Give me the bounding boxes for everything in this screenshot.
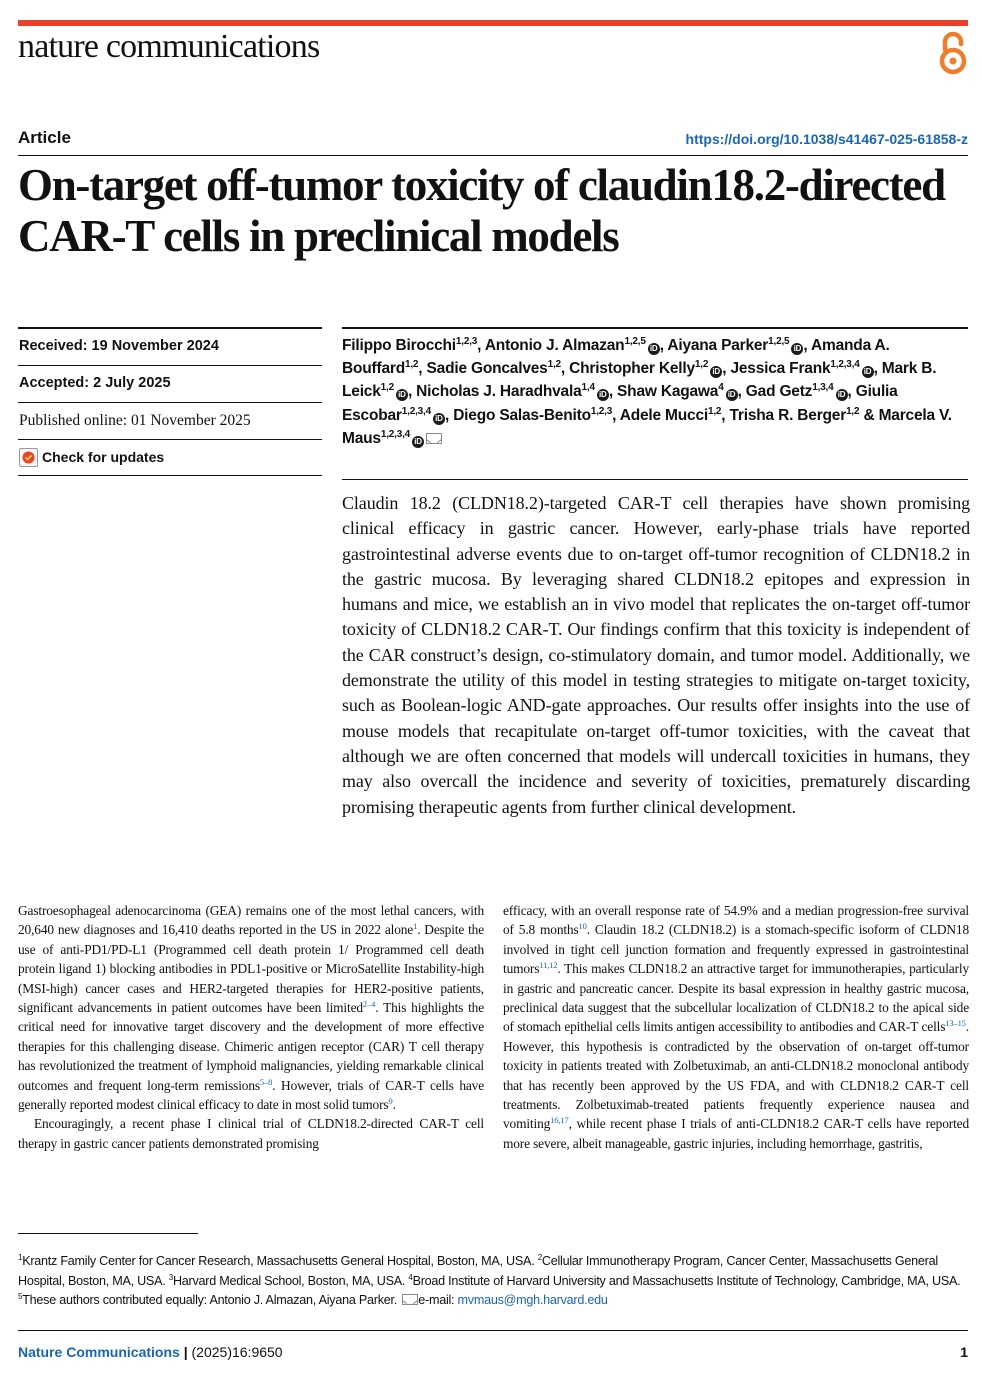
orcid-icon[interactable]: iD [836, 389, 848, 401]
author-name[interactable]: Christopher Kelly [569, 360, 695, 378]
author-affiliation: 1,2 [694, 359, 709, 371]
author-affiliation: 1,2 [547, 359, 561, 371]
affiliation-number: 2 [537, 1253, 542, 1262]
author-affiliation: 1,3,4 [812, 382, 834, 394]
author-name[interactable]: Mark B. Leick [342, 360, 937, 401]
footer-divider [18, 1330, 968, 1331]
accepted-date: Accepted: 2 July 2025 [19, 375, 171, 391]
affiliation-number: 4 [408, 1272, 413, 1282]
author [342, 337, 477, 354]
orcid-icon[interactable]: iD [791, 343, 803, 355]
author-affiliation: 1,2,5 [624, 336, 646, 347]
page-number: 1 [960, 1344, 968, 1360]
orcid-icon[interactable]: iD [726, 389, 738, 401]
abstract: Claudin 18.2 (CLDN18.2)-targeted CAR-T cell therapies have shown promising clinical efficacy in gastric cancer. However, early-phase trials have reported gastrointestinal adverse events due to on-target off-tumor recognition of CLDN18.2 in the gastric mucosa. By leveraging shared CLDN18.2 epitopes and expression in humans and mice, we establish an in vivo model that replicates the on-target off-tumor toxicity of CLDN18.2 CAR-T. Our findings confirm that this toxicity is independent of the CAR construct’s design, co-stimulatory domain, and tumor model. Additionally, we demonstrate the utility of this model in testing strategies to mitigate on-target toxicity, such as Boolean-logic AND-gate approaches. Our results offer insights into the use of mouse models that recapitulate on-target off-tumor toxicities, with the caveat that although we are often concerned that models will undercall toxicities in humans, they may also overcall the incidence and severity of toxicities, prematurely discarding promising therapeutic agents from further clinical development. [342, 493, 970, 817]
author-name[interactable]: Diego Salas-Benito [453, 406, 591, 424]
author-affiliation: 1,2 [707, 405, 722, 417]
affiliation-number: 5 [18, 1292, 23, 1302]
author-affiliation: 1,2,3 [590, 405, 613, 417]
email-link[interactable]: mvmaus@mgh.harvard.edu [457, 1293, 608, 1308]
orcid-icon[interactable]: iD [433, 413, 445, 425]
author-name[interactable]: Filippo Birocchi [342, 337, 456, 354]
author-affiliation: 1,2,3,4 [830, 359, 860, 371]
author [453, 407, 612, 424]
reference-link[interactable]: 1 [413, 921, 418, 932]
author [620, 407, 722, 424]
author-affiliation: 1,2 [846, 405, 860, 417]
author [667, 337, 803, 354]
author [730, 360, 873, 377]
author-name[interactable]: Marcela V. Maus [342, 406, 952, 447]
orcid-icon[interactable]: iD [412, 436, 424, 448]
author-name[interactable]: Gad Getz [745, 383, 813, 401]
reference-link[interactable]: 16,17 [550, 1115, 569, 1126]
abstract-divider [342, 479, 968, 480]
author-affiliation: 1,4 [581, 382, 595, 394]
open-access-icon [936, 30, 970, 76]
reference-link[interactable]: 9 [388, 1096, 393, 1107]
author-affiliation: 1,2,5 [768, 336, 790, 347]
doi-link[interactable]: https://doi.org/10.1038/s41467-025-61858-z [685, 131, 968, 147]
author-affiliation: 4 [718, 382, 724, 394]
affiliations-footnote: $^1$Krantz Family Center for Cancer Research, Massachusetts General Hospital, Boston, MA, USA. $^2$Cellular Immunotherapy Program, Cancer Center, Massachusetts General Hospital, Boston, MA, USA. $^3$Harvard Medical School, Boston, MA, USA. $^4$Broad Institute of Harvard University and Massachusetts Institute of Technology, Cambridge, MA, USA. $^5$These authors contributed equally: Antonio J. Almazan, Aiyana Parker. e-mail: mvmaus@mgh.harvard.edu [18, 1253, 961, 1308]
author-affiliation: 1,2,3,4 [401, 405, 431, 417]
author [730, 407, 860, 424]
author-name[interactable]: Giulia Escobar [342, 383, 898, 424]
affiliation-number: 1 [18, 1253, 23, 1262]
orcid-icon[interactable]: iD [396, 389, 408, 401]
top-accent-bar [18, 20, 968, 26]
body-column-left [18, 901, 484, 1153]
author-name[interactable]: Amanda A. Bouffard [342, 337, 890, 378]
author [485, 337, 660, 354]
author-name[interactable]: Jessica Frank [730, 360, 831, 378]
body-paragraph: efficacy, with an overall response rate of 54.9% and a median progression-free survival of 5.8 months$^{10}$. Claudin 18.2 (CLDN18.2) is a stomach-specific isoform of CLDN18 involved in tight cell junction formation and frequently expressed in gastrointestinal tumors$^{11,12}$. This makes CLDN18.2 an attractive target for immunotherapies, particularly in gastric and pancreatic cancer. Despite its basal expression in healthy gastric mucosa, preclinical data suggest that the subcellular localization of CLDN18.2 to the apical side of stomach epithelial cells limits antigen accessibility to antibodies and CAR-T cells$^{13-15}$. However, this hypothesis is contradicted by the observation of on-target off-tumor toxicity in patients treated with Zolbetuximab, an anti-CLDN18.2 monoclonal antibody that has recently been approved by the US FDA, and with CLDN18.2 CAR-T cell treatments. Zolbetuximab-treated patients frequently experience nausea and vomiting$^{16,17}$, while recent phase I trials of anti-CLDN18.2 CAR-T cells have reported more severe, albeit manageable, gastric injuries, including hemorrhage, gastritis, [503, 903, 969, 1151]
article-type-label: Article [18, 128, 71, 147]
orcid-icon[interactable]: iD [710, 366, 722, 378]
author-affiliation: 1,2,3,4 [380, 428, 411, 440]
author [746, 383, 848, 400]
author-affiliation: 1,2 [380, 382, 394, 394]
orcid-icon[interactable]: iD [648, 343, 660, 355]
footer-separator: | [179, 1344, 192, 1360]
reference-link[interactable]: 2–4 [362, 999, 376, 1010]
reference-link[interactable]: 11,12 [539, 960, 558, 971]
author-name[interactable]: Aiyana Parker [667, 337, 769, 354]
orcid-icon[interactable]: iD [597, 389, 609, 401]
author-name[interactable]: Trisha R. Berger [729, 406, 847, 424]
divider [18, 475, 322, 476]
check-for-updates-button[interactable] [18, 440, 322, 475]
article-dates-panel [18, 327, 322, 476]
header-divider [18, 155, 968, 156]
email-icon[interactable] [426, 433, 442, 444]
email-icon [402, 1294, 418, 1305]
published-date: Published online: 01 November 2025 [19, 412, 251, 429]
authors-divider [342, 327, 968, 329]
reference-link[interactable]: 10 [578, 921, 587, 932]
affiliation-number: 3 [168, 1272, 173, 1282]
author-list: Filippo Birocchi$^{1,2,3}$, Antonio J. Almazan$^{1,2,5}$iD , Aiyana Parker$^{1,2,5}$iD , Amanda A. Bouffard$^{1,2}$, Sadie Goncalves$^{1,2}$, Christopher Kelly$^{1,2}$iD , Jessica Frank$^{1,2,3,4}$iD , Mark B. Leick$^{1,2}$iD , Nicholas J. Haradhvala$^{1,4}$iD , Shaw Kagawa$^4$iD , Gad Getz$^{1,3,4}$iD , Giulia Escobar$^{1,2,3,4}$iD , Diego Salas-Benito$^{1,2,3}$, Adele Mucci$^{1,2}$, Trisha R. Berger$^{1,2}$ & Marcela V. Maus$^{1,2,3,4}$iD [342, 336, 952, 447]
author-name[interactable]: Nicholas J. Haradhvala [416, 383, 582, 401]
body-column-right [503, 901, 969, 1153]
author [569, 360, 722, 377]
footer-volume: (2025)16:9650 [191, 1344, 283, 1360]
body-paragraph: Encouragingly, a recent phase I clinical trial of CLDN18.2-directed CAR-T cell therapy in gastric cancer patients demonstrated promising [18, 1116, 484, 1151]
author-name[interactable]: Adele Mucci [619, 406, 708, 424]
author-name[interactable]: Shaw Kagawa [617, 383, 719, 401]
orcid-icon[interactable]: iD [862, 366, 874, 378]
author-affiliation: 1,2,3 [455, 336, 478, 347]
author [416, 383, 609, 400]
journal-logo[interactable]: nature communications [18, 28, 320, 65]
article-title: On-target off-tumor toxicity of claudin18.2-directed CAR-T cells in preclinical models [18, 160, 945, 261]
author-name[interactable]: Sadie Goncalves [426, 360, 548, 378]
check-for-updates-label: Check for updates [42, 449, 165, 465]
crossmark-icon [19, 448, 38, 467]
footer-citation [18, 1344, 283, 1360]
author [427, 360, 561, 377]
footer-journal-link[interactable]: Nature Communications [18, 1344, 180, 1360]
body-paragraph: Gastroesophageal adenocarcinoma (GEA) remains one of the most lethal cancers, with 20,640 new diagnoses and 16,410 deaths reported in the US in 2022 alone$^1$. Despite the use of anti-PD1/PD-L1 (Programmed cell death protein 1/ Programmed cell death protein ligand 1) blocking antibodies in PDL1-positive or MicroSatellite Instability-high (MSI-high) cancer cases and HER2-targeted therapies for HER2-positive patients, significant advancements in patient outcomes have been limited$^{2-4}$. This highlights the critical need for innovative target discovery and the development of more effective therapies for this challenging disease. Chimeric antigen receptor (CAR) T cell therapy has revolutionized the treatment of lymphoid malignancies, yielding remarkable clinical outcomes and frequent long-term remissions$^{5-8}$. However, trials of CAR-T cells have generally reported modest clinical efficacy to date in most solid tumors$^9$. [18, 903, 485, 1113]
received-date: Received: 19 November 2024 [19, 338, 219, 354]
author [617, 383, 738, 400]
reference-link[interactable]: 13–15 [945, 1018, 966, 1029]
author-affiliation: 1,2 [404, 359, 419, 371]
footnote-divider [18, 1233, 198, 1234]
reference-link[interactable]: 5–8 [259, 1076, 273, 1087]
author-name[interactable]: Antonio J. Almazan [484, 337, 625, 354]
